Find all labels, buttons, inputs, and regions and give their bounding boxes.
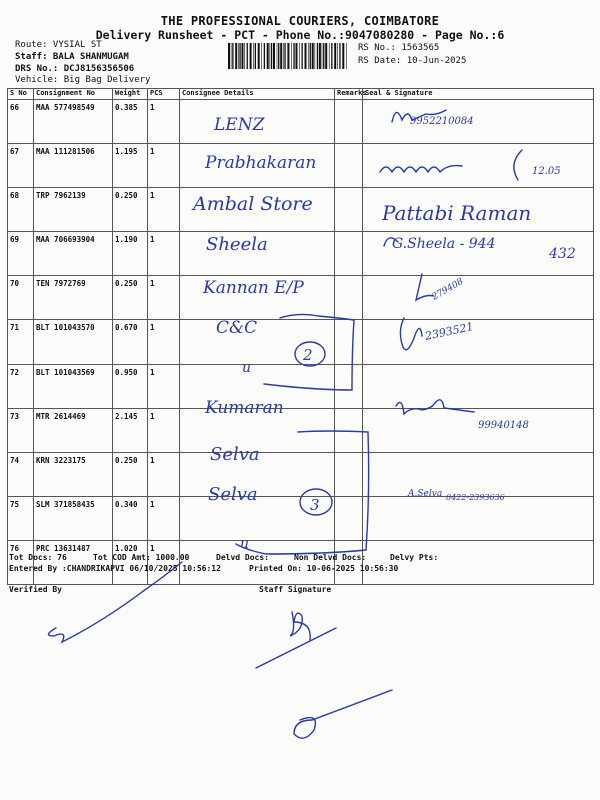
cell-sno: 72 [8,364,34,408]
cell-pcs: 1 [148,232,180,276]
tot-cod: Tot COD Amt: 1000.00 [93,553,190,562]
cell-consignment: TRP 7962139 [34,188,113,232]
cell-sno: 70 [8,276,34,320]
cell-consignment: BLT 101043569 [34,364,113,408]
hw-r76-mark: u [240,536,250,552]
hw-sign-stroke [416,274,434,300]
hw-r73-name: Kumaran [205,398,284,418]
cell-weight: 0.250 [113,452,148,496]
hw-sign-stroke [514,150,522,180]
cell-pcs: 1 [148,408,180,452]
hw-r66-name: LENZ [214,115,265,135]
hw-r66-sign: 9952210084 [410,116,474,127]
delvy-pts: Delvy Pts: [390,553,439,562]
non-delvd-docs: Non Delvd Docs: [294,553,367,562]
hw-staff-signature [290,612,310,640]
cell-sno: 75 [8,496,34,540]
cell-weight: 0.250 [113,188,148,232]
document-subtitle: Delivery Runsheet - PCT - Phone No.:9047080280 - Page No.:6 [95,28,505,42]
cell-consignment: SLM 371858435 [34,496,113,540]
hw-sign-stroke [400,318,422,350]
rs-no: RS No.: 1563565 [358,43,440,53]
cell-consignment: MAA 577498549 [34,100,113,144]
cell-pcs: 1 [148,100,180,144]
rs-date: RS Date: 10-Jun-2025 [358,56,467,66]
hw-r74-name: Selva [210,444,260,465]
col-weight: Weight [113,89,148,100]
col-sno: S No [8,89,34,100]
cell-pcs: 1 [148,496,180,540]
hw-r67-name: Prabhakaran [205,153,317,173]
cell-sno: 73 [8,408,34,452]
delvd-docs: Delvd Docs: [216,553,269,562]
cell-pcs: 1 [148,276,180,320]
cell-sno: 68 [8,188,34,232]
cell-consignment: KRN 3223175 [34,452,113,496]
hw-r69-sign: G.Sheela - 944 [392,236,496,252]
hw-r72-circle: 2 [303,346,313,364]
cell-consignment: MAA 111281506 [34,144,113,188]
hw-r68-sign: Pattabi Raman [382,201,532,225]
hw-r70-name: Kannan E/P [203,278,304,298]
cell-weight: 1.020 [113,540,148,584]
hw-r71-sign: 2393521 [423,320,475,343]
hw-r75-name: Selva [208,484,258,505]
col-remarks: Remarks [335,89,363,100]
col-seal-signature: Seal & Signature [363,89,594,100]
cell-sno: 76 [8,540,34,584]
hw-r72-mark: u [242,360,252,376]
hw-r69-name: Sheela [206,234,268,255]
cell-pcs: 1 [148,540,180,584]
cell-consignment: TEN 7972769 [34,276,113,320]
hw-r75-sign2: 0422-2393636 [446,493,505,502]
cell-consignment: MAA 706693904 [34,232,113,276]
cell-consignment: PRC 13631487 [34,540,113,584]
col-consignment: Consignment No [34,89,113,100]
vehicle-label: Vehicle: Big Bag Delivery [15,75,151,85]
cell-consignment: BLT 101043570 [34,320,113,364]
hw-r70-sign: 279408 [430,276,466,303]
cell-sno: 74 [8,452,34,496]
cell-weight: 2.145 [113,408,148,452]
cell-weight: 1.190 [113,232,148,276]
cell-weight: 0.385 [113,100,148,144]
hw-sign-stroke [380,166,462,172]
cell-pcs: 1 [148,364,180,408]
hw-staff-signature [256,628,336,668]
cell-pcs: 1 [148,144,180,188]
cell-consignment: MTR 2614469 [34,408,113,452]
hw-r67-time: 12.05 [532,166,561,177]
col-pcs: PCS [148,89,180,100]
cell-sno: 66 [8,100,34,144]
hw-r68-name: Ambal Store [193,193,313,215]
staff-label: Staff: BALA SHANMUGAM [15,52,129,62]
cell-sno: 69 [8,232,34,276]
hw-r69-sign2: 432 [549,246,576,262]
hw-r75-circle: 3 [310,496,320,514]
printed-on: Printed On: 10-06-2025 10:56:30 [249,564,399,573]
cell-weight: 0.950 [113,364,148,408]
hw-verified-signature [48,562,182,642]
verified-by-label: Verified By [9,585,62,594]
cell-sno: 71 [8,320,34,364]
cell-pcs: 1 [148,320,180,364]
hw-r71-name: C&C [216,318,258,338]
hw-staff-signature [294,690,392,738]
cell-pcs: 1 [148,188,180,232]
entered-by: Entered By :CHANDRIKAPVI 06/10/2025 10:56:12 [9,564,221,573]
cell-weight: 0.340 [113,496,148,540]
hw-r75-sign: A.Selva [408,489,443,499]
col-consignee: Consignee Details [180,89,335,100]
cell-weight: 0.250 [113,276,148,320]
cell-sno: 67 [8,144,34,188]
cell-weight: 0.670 [113,320,148,364]
hw-r73-sign: 99940148 [478,420,529,431]
document-title: THE PROFESSIONAL COURIERS, COIMBATORE [160,14,440,28]
tot-docs: Tot Docs: 76 [9,553,67,562]
route-label: Route: VYSIAL ST [15,40,102,50]
staff-signature-label: Staff Signature [259,585,332,594]
cell-pcs: 1 [148,452,180,496]
hw-sign-stroke [396,400,474,414]
cell-weight: 1.195 [113,144,148,188]
drs-label: DRS No.: DCJ8156356506 [15,64,135,74]
